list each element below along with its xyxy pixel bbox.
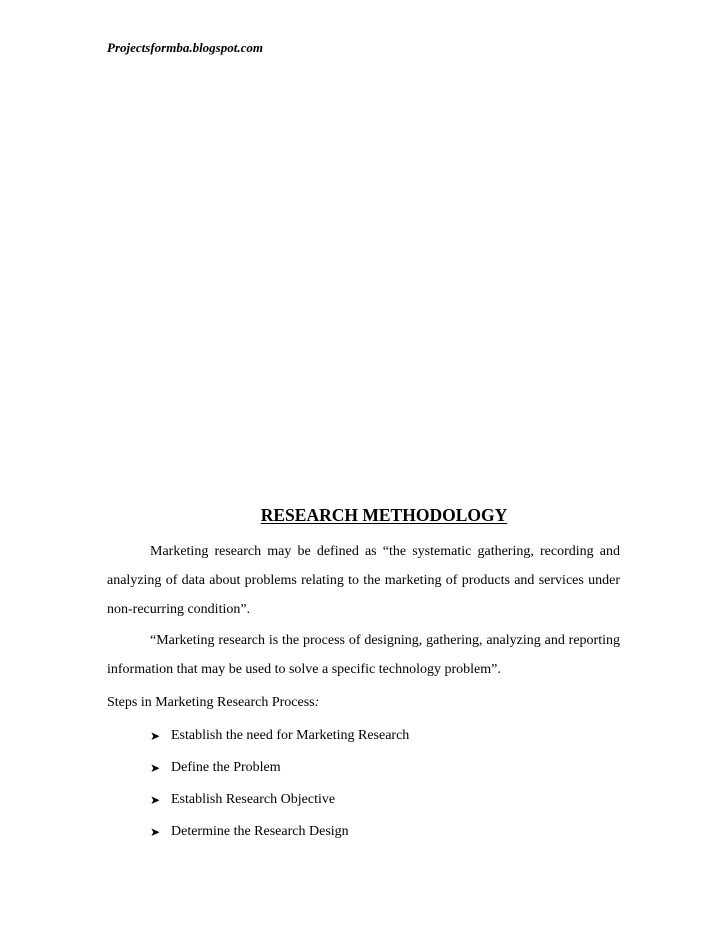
arrow-bullet-icon: ➤ [150,761,161,775]
list-item [150,822,409,854]
list-item [150,726,409,758]
step-label: Define the Problem [171,760,281,775]
page-title: RESEARCH METHODOLOGY [260,505,508,525]
steps-heading-text: Steps in Marketing Research Process [107,695,315,710]
paragraph-quote: “Marketing research is the process of designing, gathering, analyzing and reporting information that may be used to solve a specific technology problem”. [107,633,620,677]
header-site-url: Projectsformba.blogspot.com [107,40,263,55]
step-label: Establish the need for Marketing Research [171,728,410,743]
arrow-bullet-icon: ➤ [150,825,161,839]
step-label: Determine the Research Design [171,824,349,839]
steps-list [150,726,409,854]
steps-heading-colon: : [314,695,320,710]
arrow-bullet-icon: ➤ [150,729,161,743]
steps-heading [107,693,319,713]
list-item [150,790,409,822]
list-item [150,758,409,790]
arrow-bullet-icon: ➤ [150,793,161,807]
paragraph-definition: Marketing research may be defined as “the systematic gathering, recording and analyzing of data about problems relating to the marketing of products and services under non-recurring condition”. [107,544,620,617]
step-label: Establish Research Objective [171,792,336,807]
